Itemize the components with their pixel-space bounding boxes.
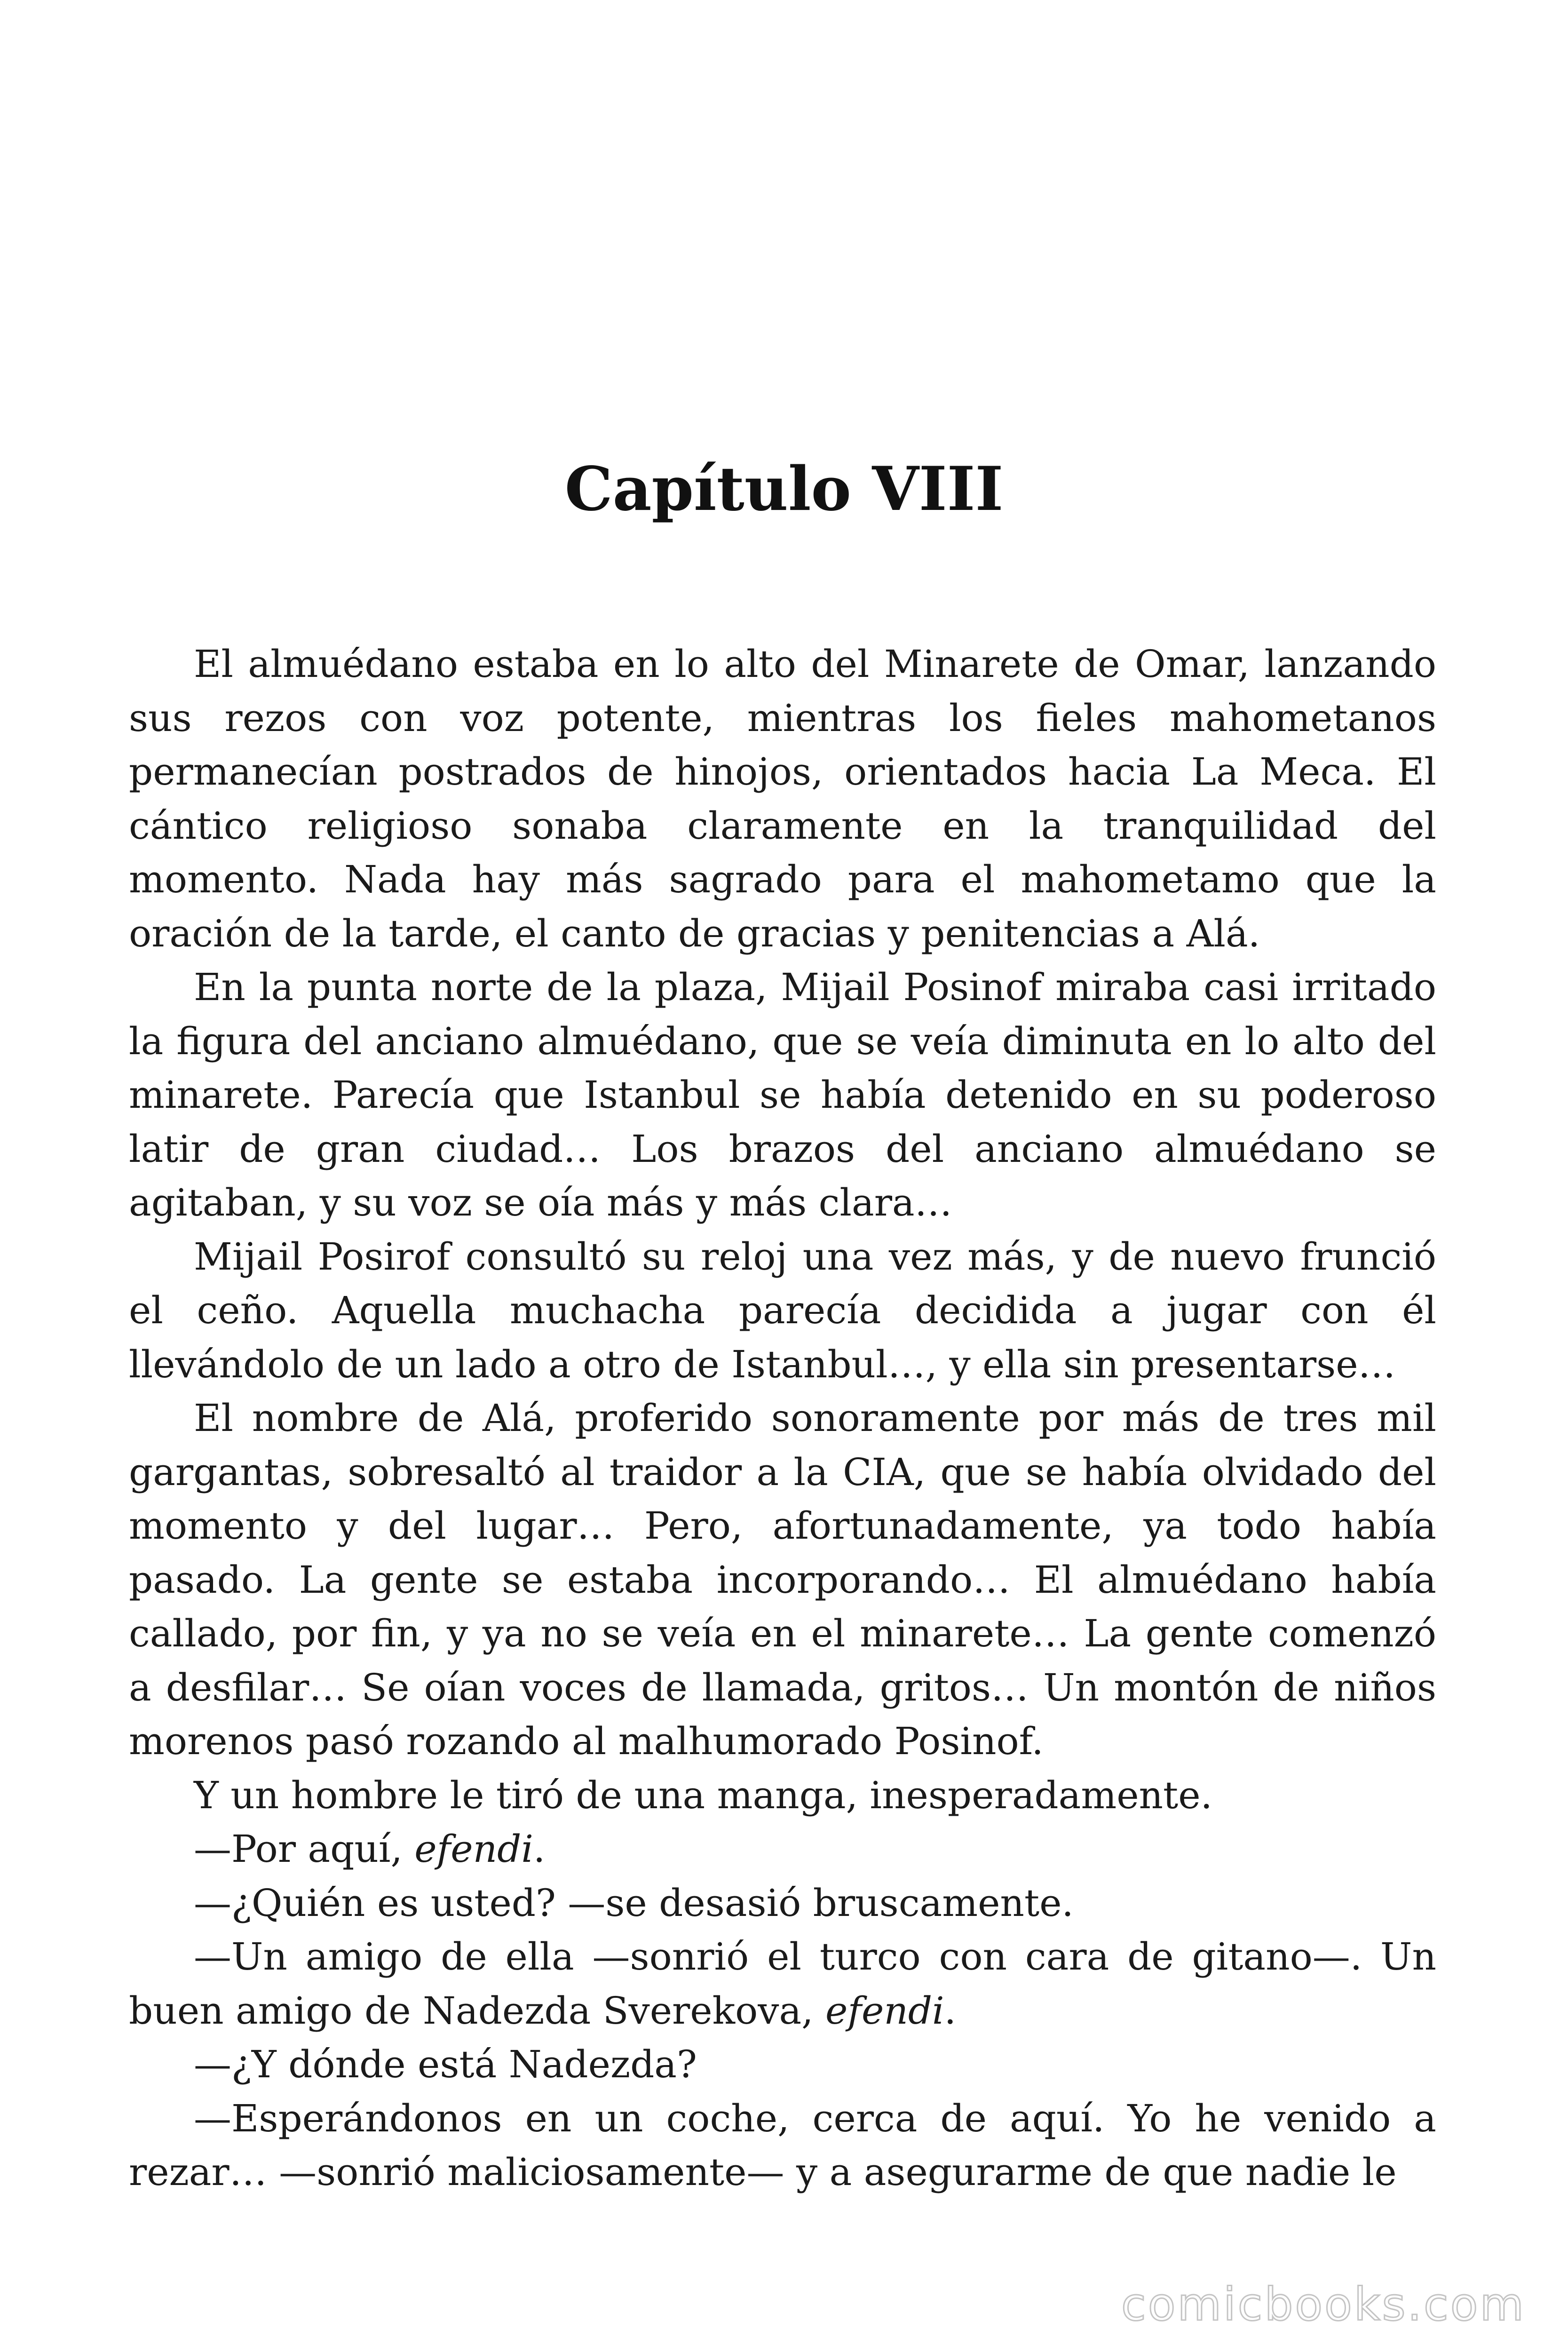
italic-word: efendi	[825, 1988, 944, 2033]
paragraph: El almuédano estaba en lo alto del Minarete de Omar, lanzando sus rezos con voz potente, mientras los fieles mahometanos permanecían postrados de hinojos, orientados hacia La Meca. El cántico religioso sonaba claramente en la tranquilidad del momento. Nada hay más sagrado para el mahometamo que la oración de la tarde, el canto de gracias y penitencias a Alá.	[129, 642, 1436, 955]
italic-word: efendi	[414, 1827, 533, 1871]
watermark: comicbooks.com	[1121, 2278, 1526, 2331]
paragraph: —Esperándonos en un coche, cerca de aquí. Yo he venido a rezar… —sonrió maliciosamente— y a asegurarme de que nadie le	[129, 2096, 1436, 2194]
paragraph-text: —Un amigo de ella —sonrió el turco con cara de gitano—. Un buen amigo de Nadezda Sverekova,	[129, 1935, 1436, 2033]
paragraph: El nombre de Alá, proferido sonoramente por más de tres mil gargantas, sobresaltó al traidor a la CIA, que se había olvidado del momento y del lugar… Pero, afortunadamente, ya todo había pasado. La gente se estaba incorporando… El almuédano había callado, por fin, y ya no se veía en el minarete… La gente comenzó a desfilar… Se oían voces de llamada, gritos… Un montón de niños morenos pasó rozando al malhumorado Posinof.	[129, 1396, 1436, 1763]
chapter-title: Capítulo VIII	[564, 454, 1004, 524]
paragraph: —¿Quién es usted? —se desasió bruscamente.	[194, 1881, 1074, 1925]
dialogue-paragraph	[129, 1930, 1436, 2038]
paragraph-text: .	[944, 1988, 957, 2033]
paragraph: Mijail Posirof consultó su reloj una vez más, y de nuevo frunció el ceño. Aquella muchacha parecía decidida a jugar con él llevándolo de un lado a otro de Istanbul…, y ella sin presentarse…	[129, 1234, 1436, 1386]
paragraph-text: —Por aquí,	[194, 1827, 415, 1871]
dialogue-paragraph	[129, 1822, 1436, 1876]
paragraph-text: .	[533, 1827, 546, 1871]
paragraph: En la punta norte de la plaza, Mijail Posinof miraba casi irritado la figura del anciano almuédano, que se veía diminuta en lo alto del minarete. Parecía que Istanbul se había detenido en su poderoso latir de gran ciudad… Los brazos del anciano almuédano se agitaban, y su voz se oía más y más clara…	[129, 965, 1436, 1224]
paragraph: —¿Y dónde está Nadezda?	[194, 2042, 697, 2086]
chapter-body	[129, 637, 1436, 2200]
paragraph: Y un hombre le tiró de una manga, inesperadamente.	[194, 1773, 1212, 1817]
